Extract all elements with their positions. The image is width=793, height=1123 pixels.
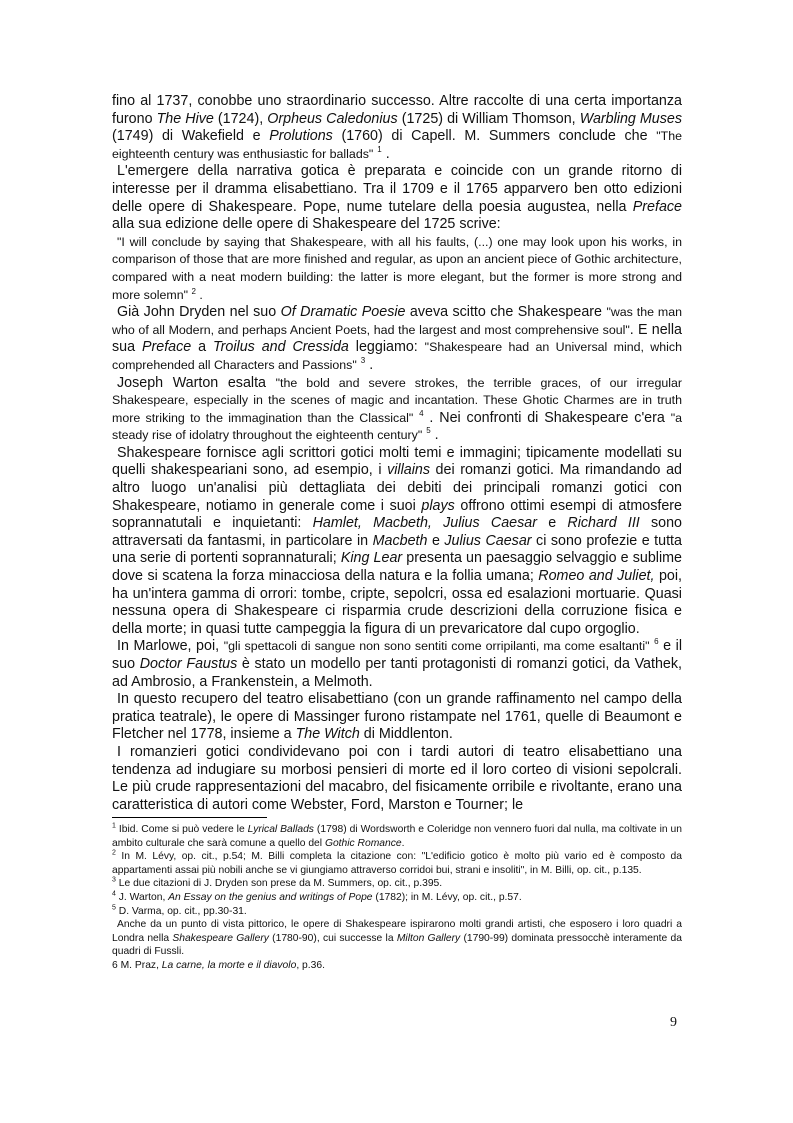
text: di Middlenton.: [359, 726, 453, 743]
text: M. Praz,: [117, 959, 162, 971]
text: .: [381, 145, 390, 162]
title-romeo-and-juliet: Romeo and Juliet,: [538, 568, 655, 585]
title-hamlet-macbeth-julius-caesar: Hamlet, Macbeth, Julius Caesar: [312, 515, 537, 532]
footnote-4: [112, 891, 682, 905]
title-preface: Preface: [141, 339, 192, 356]
text: presenta un paesaggio selvaggio e sublime dove si scatena la forza minacciosa della natura e la follia umana;: [112, 550, 682, 585]
text: Le due citazioni di J. Dryden son prese da M. Summers, op. cit., p.395.: [115, 878, 443, 890]
footnote-5: [112, 905, 682, 919]
title-milton-gallery: Milton Gallery: [396, 932, 461, 944]
inline-quote: "the bold and severe strokes, the terrible graces, of our irregular Shakespeare, especially in the scenes of magic and incantation. These Ghotic Charmes are in truth more striking to the immagination than the Classical": [112, 375, 682, 425]
footnote-number: 2: [112, 849, 116, 857]
text: e: [536, 515, 568, 532]
footnote-3: [112, 877, 682, 891]
text: sono attraversati da fantasmi, in particolare in: [112, 515, 683, 549]
text: L'emergere della narrativa gotica è preparata e coincide con un grande ritorno di interesse per il dramma elisabettiano. Tra il 1709 e il 1765 apparvero ben otto edizioni delle opere di Shakespeare. Pope, nume tutelare della poesia augustea, nella: [112, 163, 682, 215]
page-number: 9: [670, 1015, 677, 1030]
footnote-number: 6: [112, 959, 118, 971]
title-richard-iii: Richard III: [567, 515, 640, 532]
paragraph-5: [112, 445, 682, 639]
text: (1790-99) dominata pressocchè interamente da quadri di Fussli.: [112, 932, 682, 958]
footnote-number: 1: [112, 822, 116, 830]
title-gothic-romance: Gothic Romance: [324, 837, 402, 849]
text: .: [401, 837, 405, 849]
inline-quote: "gli spettacoli di sangue non sono sentiti come orripilanti, ma come esaltanti": [223, 639, 650, 654]
title-warbling-muses: Warbling Muses: [579, 110, 683, 127]
text: (1724),: [213, 110, 268, 127]
text: .: [430, 427, 439, 444]
text: J. Warton,: [115, 891, 169, 903]
text: (1780-90), cui successe la: [268, 932, 397, 944]
text: dei romanzi gotici. Ma rimandando ad altro luogo un'analisi più dettagliata dei debiti dei principali romanzi gotici con Shakespeare, notiamo in generale come i suoi: [112, 462, 682, 514]
title-doctor-faustus: Doctor Faustus: [139, 656, 238, 672]
text: fino al 1737, conobbe uno straordinario successo. Altre raccolte di una certa importanza furono: [112, 93, 682, 127]
footnote-2: [112, 850, 682, 877]
text: . E nella sua: [112, 321, 682, 356]
title-preface: Preface: [632, 198, 682, 215]
text: (1798) di Wordsworth e Coleridge non vennero fuori dal nulla, ma coltivate in un ambito culturale che sarà comune a quello del: [112, 824, 682, 849]
footnote-ref: 6: [654, 637, 659, 647]
text: . Nei confronti di Shakespeare c'era: [423, 409, 671, 426]
text: .: [365, 356, 374, 373]
title-prolutions: Prolutions: [269, 128, 333, 145]
text: alla sua edizione delle opere di Shakespeare del 1725 scrive:: [112, 216, 501, 233]
text: In questo recupero del teatro elisabettiano (con un grande raffinamento nel campo della pratica teatrale), le opere di Massinger furono ristampate nel 1761, quelle di Beaumont e Fletcher nel 1778, insieme a: [112, 691, 682, 743]
paragraph-7: [112, 691, 682, 744]
text: e il suo: [112, 638, 683, 672]
text: a: [191, 339, 213, 356]
title-troilus-and-cressida: Troilus and Cressida: [212, 339, 349, 356]
inline-quote: "Shakespeare had an Universal mind, which comprehended all Characters and Passions": [112, 340, 682, 372]
paragraph-3: [112, 304, 682, 374]
italic-villains: villains: [387, 462, 430, 479]
title-king-lear: King Lear: [340, 550, 403, 567]
title-lyrical-ballads: Lyrical Ballads: [247, 824, 314, 835]
paragraph-1: [112, 93, 682, 163]
text: (1782); in M. Lévy, op. cit., p.57.: [372, 891, 522, 903]
text: Anche da un punto di vista pittorico, le opere di Shakespeare ispirarono molti grandi artisti, che esposero i loro quadri a Londra nella: [112, 919, 682, 944]
title-essay-on-pope: An Essay on the genius and writings of Pope: [168, 891, 373, 903]
text: (1725) di William Thomson,: [397, 110, 580, 127]
title-shakespeare-gallery: Shakespeare Gallery: [172, 932, 269, 944]
inline-quote: "was the man who of all Modern, and perhaps Ancient Poets, had the largest and most comprehensive soul": [112, 305, 682, 337]
footnote-ref: 1: [377, 145, 382, 155]
page-body: [112, 93, 682, 814]
text: poi, ha un'intera gamma di orrori: tombe, cripte, sepolcri, ossa ed esalazioni mortuarie. Quasi nessuna opera di Shakespeare ci risparmia crude descrizioni della corruzione fisica e della morte; in quasi tutte campeggia la figura di un prevaricatore dal cupo orgoglio.: [112, 568, 683, 637]
text: (1760) di Capell. M. Summers conclude che: [332, 128, 657, 145]
inline-quote: "a steady rise of idolatry throughout the eighteenth century": [112, 410, 682, 443]
text: Ibid. Come si può vedere le: [115, 824, 248, 835]
footnote-5-continuation: [112, 918, 682, 959]
footnote-number: 4: [112, 890, 116, 898]
title-the-witch: The Witch: [295, 726, 360, 743]
text: leggiamo:: [348, 339, 425, 356]
text: Joseph Warton esalta: [117, 374, 276, 391]
footnotes: [112, 823, 682, 973]
footnote-number: 3: [112, 876, 116, 884]
footnote-ref: 5: [426, 426, 431, 436]
text: In M. Lévy, op. cit., p.54; M. Billi completa la citazione con: "L'edificio gotico è molto più vario ed è composto da appartamenti assai più nobili anche se vi giungiamo attraverso corridoi bui, strani e insoliti", in M. Billi, op. cit., p.135.: [112, 851, 682, 876]
footnote-1: [112, 823, 682, 850]
text: aveva scitto che Shakespeare: [405, 304, 607, 321]
text: ci sono profezie e tutta una serie di portenti soprannaturali;: [112, 532, 682, 567]
text: e: [427, 532, 445, 549]
footnote-separator: [112, 817, 267, 818]
title-la-carne-la-morte-e-il-diavolo: La carne, la morte e il diavolo: [161, 959, 297, 971]
italic-plays: plays: [421, 497, 455, 514]
title-julius-caesar: Julius Caesar: [444, 532, 532, 549]
text: offrono ottimi esempi di atmosfere soprannatutali e inquietanti:: [112, 497, 682, 532]
text: D. Varma, op. cit., pp.30-31.: [115, 905, 247, 917]
footnote-ref: 2: [191, 286, 196, 296]
text: In Marlowe, poi,: [117, 638, 224, 655]
paragraph-6: [112, 638, 682, 691]
footnote-number: 5: [112, 904, 116, 912]
text: Shakespeare fornisce agli scrittori gotici molti temi e immagini; tipicamente modellati su quelli shakespeariani sono, ad esempio, i: [112, 444, 682, 479]
quote-text: "I will conclude by saying that Shakespeare, with all his faults, (...) one may look upon his works, in comparison of those that are more finished and regular, as upon an ancient piece of Gothic architecture, compared with a neat modern building: the latter is more elegant, but the former is more strong and more solemn": [112, 234, 682, 302]
text: è stato un modello per tanti protagonisti di romanzi gotici, da Vathek, ad Ambrosio, a Frankenstein, a Melmoth.: [112, 656, 682, 690]
title-macbeth: Macbeth: [372, 532, 428, 549]
footnote-6: [112, 959, 682, 973]
title-of-dramatic-poesie: Of Dramatic Poesie: [280, 304, 406, 321]
paragraph-2: [112, 163, 682, 233]
text: , p.36.: [296, 959, 325, 971]
footnote-ref: 3: [360, 356, 366, 366]
title-orpheus-caledonius: Orpheus Caledonius: [267, 110, 398, 127]
title-the-hive: The Hive: [156, 110, 214, 127]
footnote-ref: 4: [419, 408, 424, 418]
block-quote: [112, 234, 682, 304]
text: .: [195, 287, 203, 302]
paragraph-4: [112, 375, 682, 445]
paragraph-8: [112, 744, 682, 814]
text: (1749) di Wakefield e: [112, 128, 270, 145]
inline-quote: "The eighteenth century was enthusiastic for ballads": [112, 129, 682, 161]
text: Già John Dryden nel suo: [117, 304, 281, 321]
text: I romanzieri gotici condividevano poi con i tardi autori di teatro elisabettiano una tendenza ad indugiare su morbosi pensieri di morte ed il loro corteo di visioni sepolcrali. Le più crude rappresentazioni del macabro, del fisicamente orribile e rivoltante, erano una caratteristica di autori come Webster, Ford, Marston e Tourner; le: [112, 743, 682, 813]
